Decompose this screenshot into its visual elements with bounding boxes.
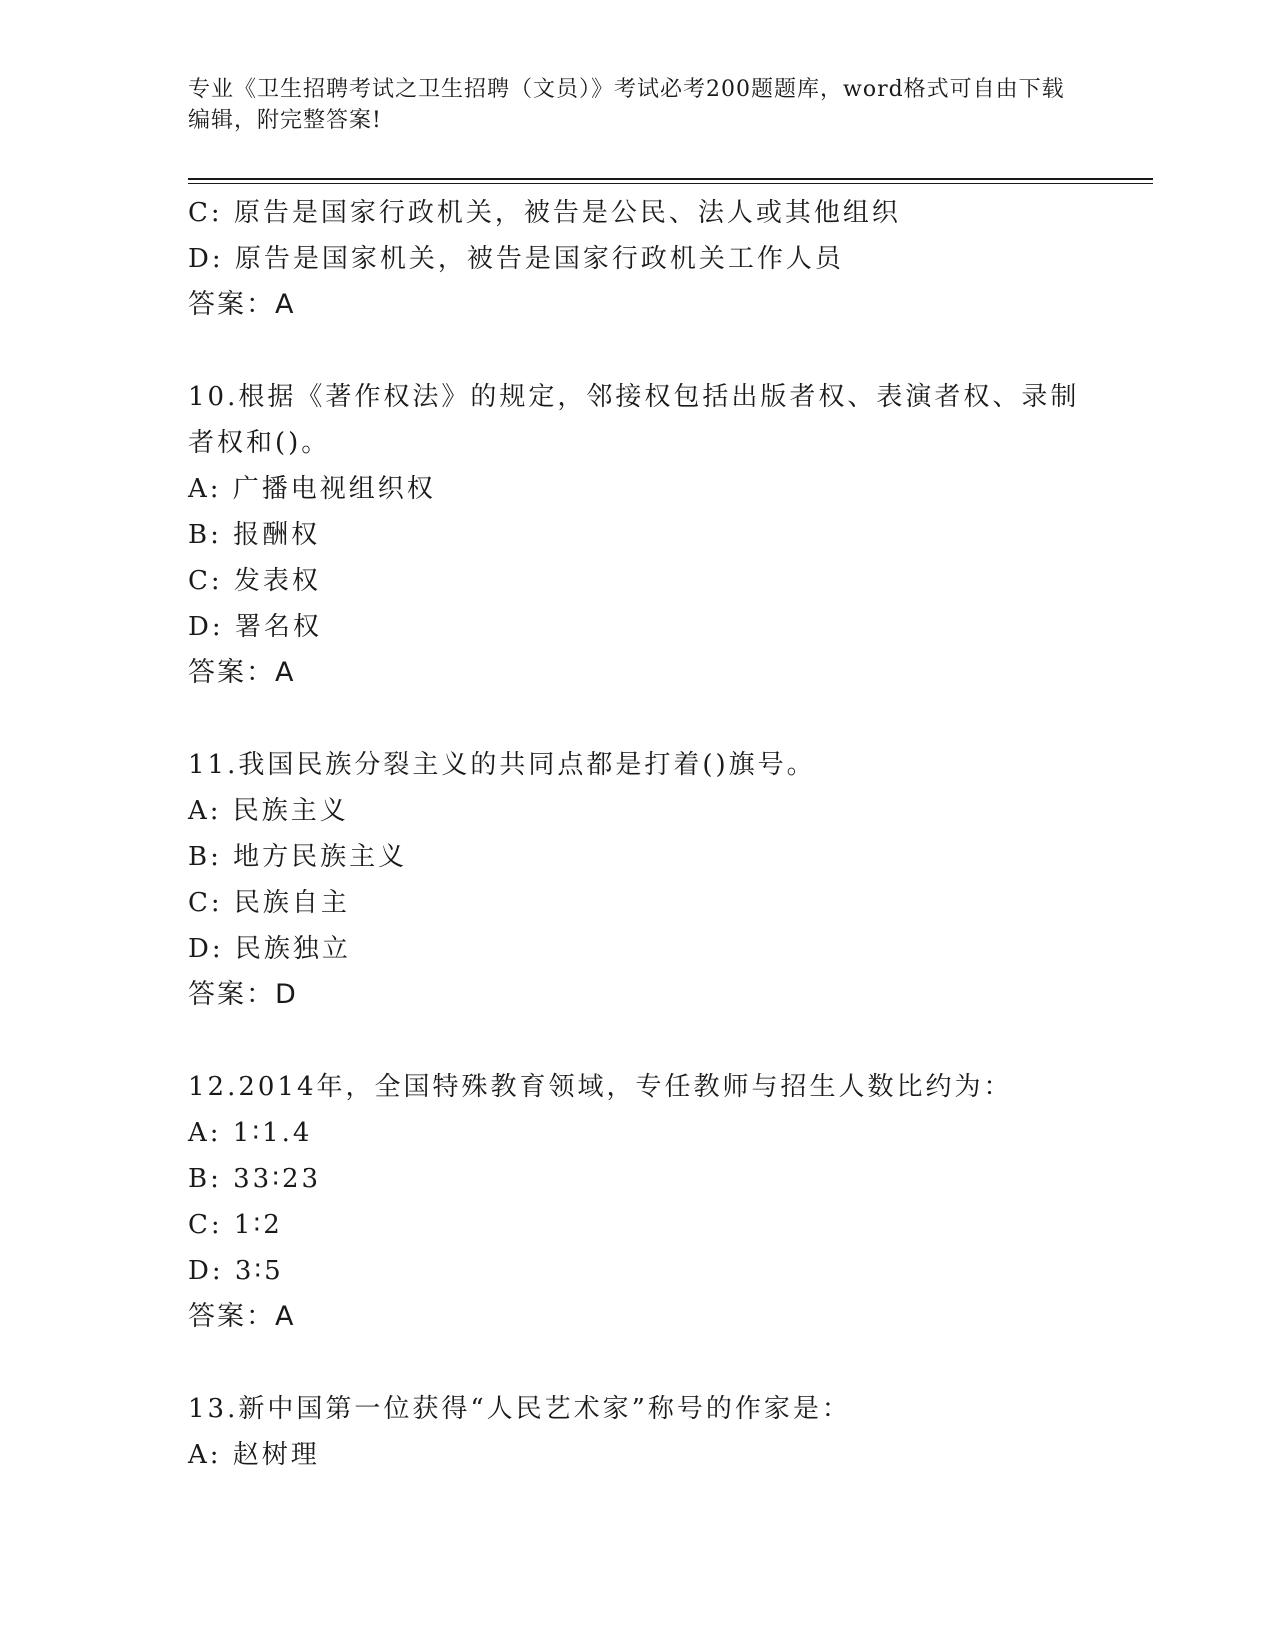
- option-a: A: 广播电视组织权: [188, 474, 436, 504]
- question-12: [188, 1064, 1118, 1340]
- spacer: [188, 1340, 1118, 1386]
- spacer: [188, 1018, 1118, 1064]
- option-b: B: 33∶23: [188, 1164, 322, 1194]
- question-stem: 13.新中国第一位获得“人民艺术家”称号的作家是：: [188, 1394, 851, 1424]
- question-11: [188, 742, 1118, 1018]
- document-header: 专业《卫生招聘考试之卫生招聘（文员）》考试必考200题题库，word格式可自由下载编辑，附完整答案!: [188, 77, 1065, 133]
- option-c: C: 发表权: [188, 566, 321, 596]
- header-divider-thin: [188, 183, 1153, 184]
- question-content: [188, 190, 1118, 1478]
- question-stem: 12.2014年，全国特殊教育领域，专任教师与招生人数比约为：: [188, 1072, 1013, 1102]
- question-13: [188, 1386, 1118, 1478]
- answer-line: 答案：A: [188, 657, 296, 688]
- spacer: [188, 696, 1118, 742]
- option-a: A: 1∶1.4: [188, 1118, 313, 1148]
- option-c: C: 1∶2: [188, 1210, 283, 1240]
- spacer: [188, 328, 1118, 374]
- option-d: D: 3∶5: [188, 1256, 284, 1286]
- option-b: B: 地方民族主义: [188, 842, 408, 872]
- option-a: A: 赵树理: [188, 1440, 320, 1470]
- header-divider-thick: [188, 178, 1153, 180]
- answer-line: 答案：A: [188, 1301, 296, 1332]
- question-stem: 11.我国民族分裂主义的共同点都是打着()旗号。: [188, 750, 816, 780]
- option-b: B: 报酬权: [188, 520, 321, 550]
- option-a: A: 民族主义: [188, 796, 349, 826]
- option-d: D: 署名权: [188, 612, 322, 642]
- option-c: C: 民族自主: [188, 888, 350, 918]
- option-d: D: 原告是国家机关，被告是国家行政机关工作人员: [188, 244, 844, 274]
- answer-line: 答案：A: [188, 289, 296, 320]
- question-10: [188, 374, 1118, 696]
- option-c: C: 原告是国家行政机关，被告是公民、法人或其他组织: [188, 198, 901, 228]
- answer-line: 答案：D: [188, 979, 298, 1010]
- question-9-continued: [188, 190, 1118, 328]
- option-d: D: 民族独立: [188, 934, 351, 964]
- question-stem: 10.根据《著作权法》的规定，邻接权包括出版者权、表演者权、录制者权和()。: [188, 382, 1080, 458]
